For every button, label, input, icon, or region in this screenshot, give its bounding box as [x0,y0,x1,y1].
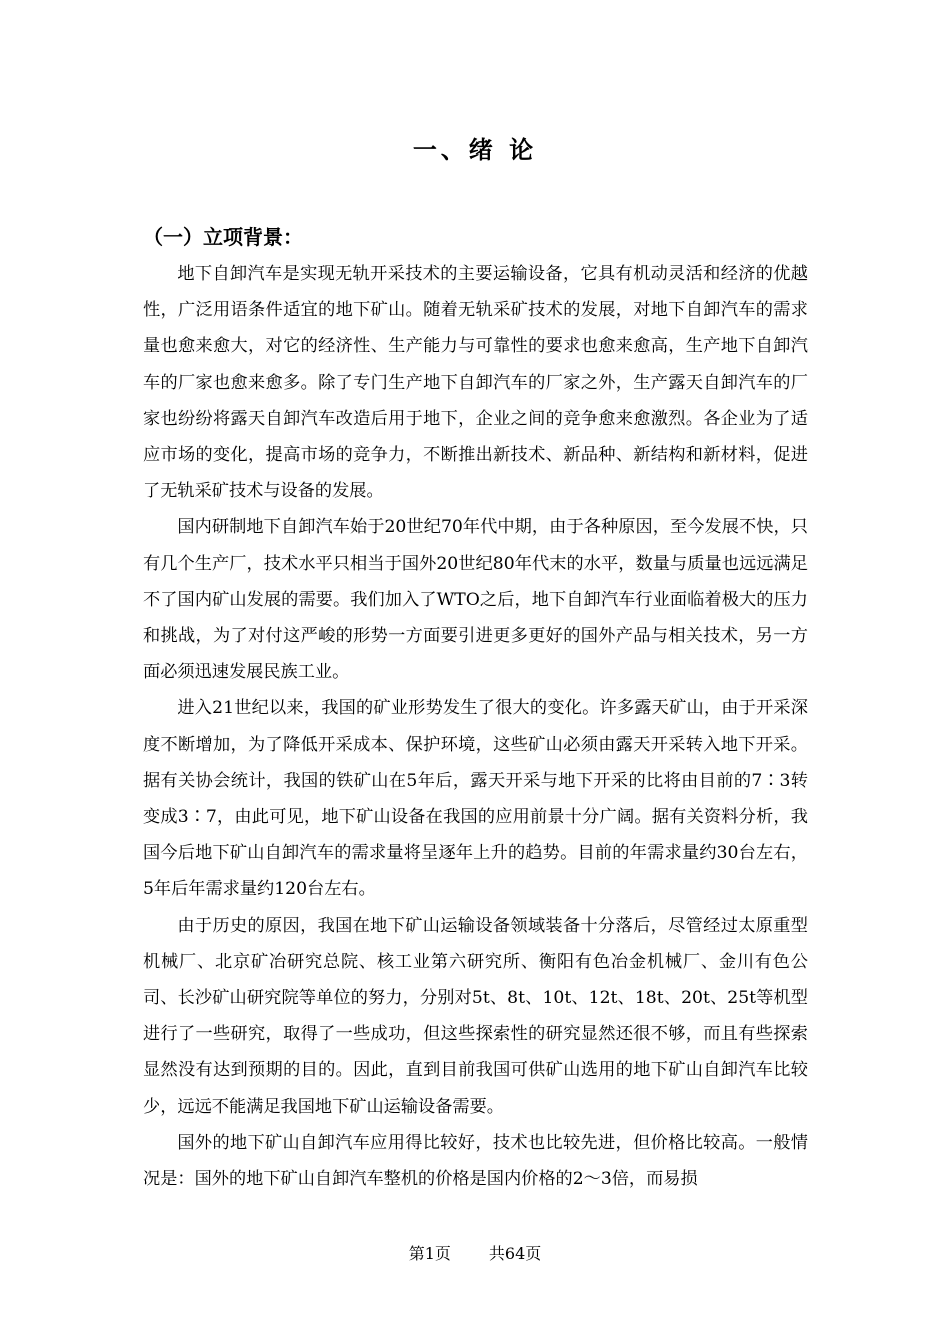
body-text [143,256,808,1197]
page-number: 第1页 [408,1244,451,1263]
section-title: （一）立项背景： [143,225,303,249]
paragraph-5: 国外的地下矿山自卸汽车应用得比较好，技术也比较先进，但价格比较高。一般情况是：国外的地下矿山自卸汽车整机的价格是国内价格的2～3倍，而易损 [143,1132,808,1190]
paragraph-3: 进入21世纪以来，我国的矿业形势发生了很大的变化。许多露天矿山，由于开采深度不断增加，为了降低开采成本、保护环境，这些矿山必须由露天开采转入地下开采。据有关协会统计，我国的铁矿山在5年后，露天开采与地下开采的比将由目前的7∶3转变成3∶7，由此可见，地下矿山设备在我国的应用前景十分广阔。据有关资料分析，我国今后地下矿山自卸汽车的需求量将呈逐年上升的趋势。目前的年需求量约30台左右，5年后年需求量约120台左右。 [143,698,808,900]
paragraph-4: 由于历史的原因，我国在地下矿山运输设备领域装备十分落后，尽管经过太原重型机械厂、北京矿冶研究总院、核工业第六研究所、衡阳有色冶金机械厂、金川有色公司、长沙矿山研究院等单位的努力，分别对5t、8t、10t、12t、18t、20t、25t等机型进行了一些研究，取得了一些成功，但这些探索性的研究显然还很不够，而且有些探索显然没有达到预期的目的。因此，直到目前我国可供矿山选用的地下矿山自卸汽车比较少，远远不能满足我国地下矿山运输设备需要。 [143,915,808,1117]
paragraph-2: 国内研制地下自卸汽车始于20世纪70年代中期，由于各种原因，至今发展不快，只有几个生产厂，技术水平只相当于国外20世纪80年代末的水平，数量与质量也远远满足不了国内矿山发展的需要。我们加入了WTO之后，地下自卸汽车行业面临着极大的压力和挑战，为了对付这严峻的形势一方面要引进更多更好的国外产品与相关技术，另一方面必须迅速发展民族工业。 [143,517,808,683]
paragraph-1: 地下自卸汽车是实现无轨开采技术的主要运输设备，它具有机动灵活和经济的优越性，广泛用语条件适宜的地下矿山。随着无轨采矿技术的发展，对地下自卸汽车的需求量也愈来愈大，对它的经济性、生产能力与可靠性的要求也愈来愈高，生产地下自卸汽车的厂家也愈来愈多。除了专门生产地下自卸汽车的厂家之外，生产露天自卸汽车的厂家也纷纷将露天自卸汽车改造后用于地下，企业之间的竞争愈来愈激烈。各企业为了适应市场的变化，提高市场的竞争力，不断推出新技术、新品种、新结构和新材料，促进了无轨采矿技术与设备的发展。 [143,264,808,502]
chapter-title: 一、绪 论 [412,136,538,164]
page-total: 共64页 [488,1244,542,1263]
page-footer [0,1240,950,1268]
